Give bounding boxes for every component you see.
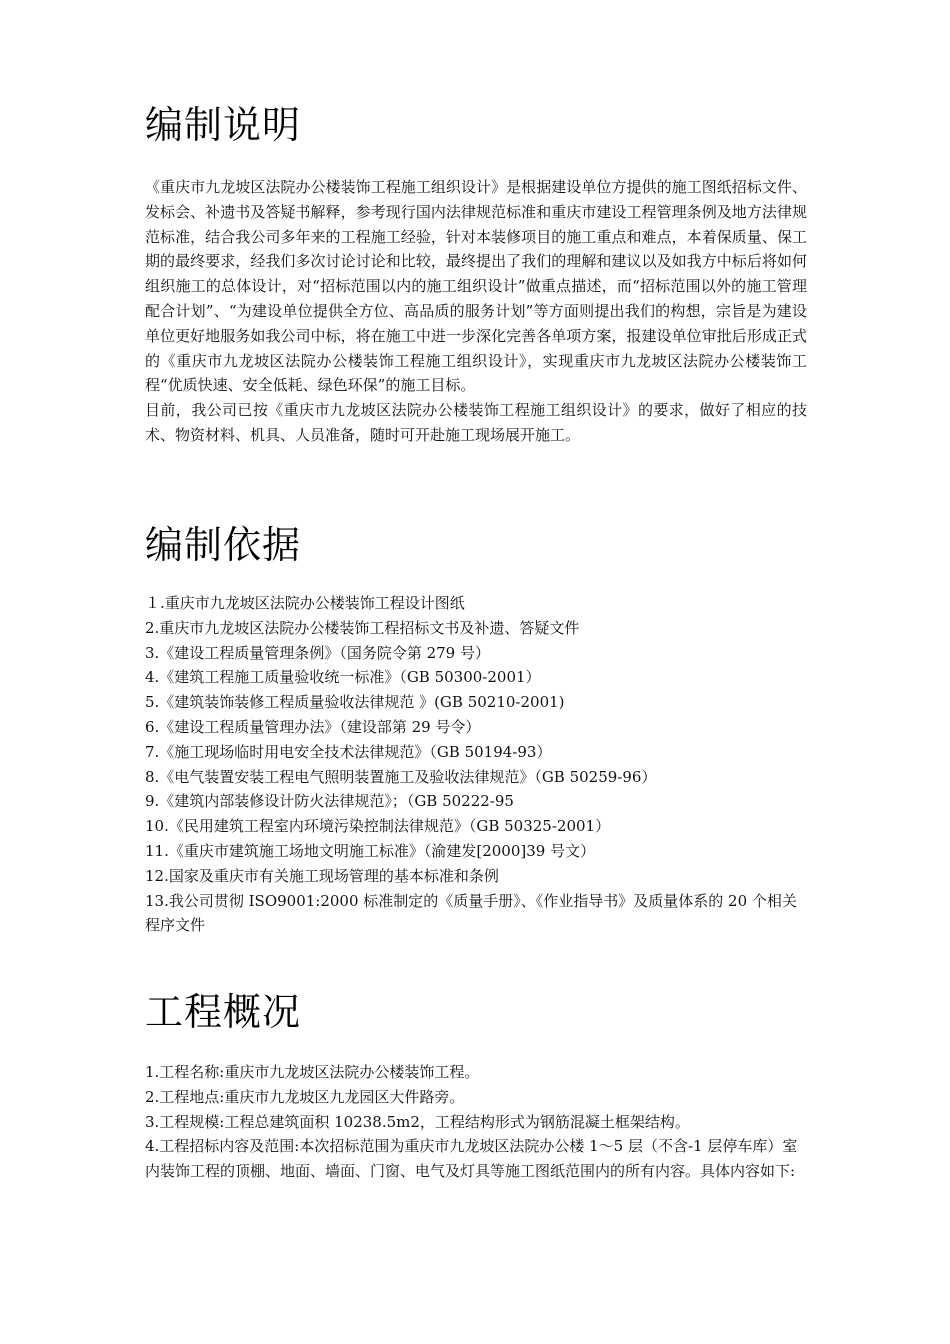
list-item: 5.《建筑装饰装修工程质量验收法律规范 》(GB 50210-2001)	[145, 693, 565, 712]
paragraph: 《重庆市九龙坡区法院办公楼装饰工程施工组织设计》是根据建设单位方提供的施工图纸招标文件、发标会、补遗书及答疑书解释，参考现行国内法律规范标准和重庆市建设工程管理条例及地方法律规范标准，结合我公司多年来的工程施工经验，针对本装修项目的施工重点和难点，本着保质量、保工期的最终要求，经我们多次讨论讨论和比较，最终提出了我们的理解和建议以及如我方中标后将如何组织施工的总体设计，对“招标范围以内的施工组织设计”做重点描述，而“招标范围以外的施工管理配合计划”、“为建设单位提供全方位、高品质的服务计划”等方面则提出我们的构想，宗旨是为建设单位更好地服务如我公司中标，将在施工中进一步深化完善各单项方案，报建设单位审批后形成正式的《重庆市九龙坡区法院办公楼装饰工程施工组织设计》，实现重庆市九龙坡区法院办公楼装饰工程“优质快速、安全低耗、绿色环保”的施工目标。	[145, 178, 807, 395]
list-item: 6.《建设工程质量管理办法》（建设部第 29 号令）	[145, 717, 481, 736]
list-item: 2.工程地点:重庆市九龙坡区九龙园区大件路旁。	[145, 1087, 465, 1106]
list-item: 3.工程规模:工程总建筑面积 10238.5m2，工程结构形式为钢筋混凝土框架结构。	[145, 1112, 690, 1131]
list-item: 3.《建设工程质量管理条例》（国务院令第 279 号）	[145, 643, 490, 662]
section-title-project-overview: 工程概况	[145, 990, 302, 1034]
list-item: 4.工程招标内容及范围:本次招标范围为重庆市九龙坡区法院办公楼 1～5 层（不含-1 层停车库）室内装饰工程的顶棚、地面、墙面、门窗、电气及灯具等施工图纸范围内的所有内容。具体内容如下:	[145, 1137, 798, 1181]
list-item: 10.《民用建筑工程室内环境污染控制法律规范》（GB 50325-2001）	[145, 817, 611, 836]
list-item: 13.我公司贯彻 ISO9001:2000 标准制定的《质量手册》、《作业指导书》及质量体系的 20 个相关程序文件	[145, 891, 797, 935]
overview-list	[145, 1060, 807, 1184]
basis-list	[145, 591, 807, 938]
list-item: 12.国家及重庆市有关施工现场管理的基本标准和条例	[145, 866, 499, 885]
list-item: 11.《重庆市建筑施工场地文明施工标准》（渝建发[2000]39 号文）	[145, 841, 596, 860]
section-title-compilation-notes: 编制说明	[145, 103, 302, 147]
list-item: 8.《电气装置安装工程电气照明装置施工及验收法律规范》（GB 50259-96）	[145, 767, 657, 786]
list-item: 9.《建筑内部装修设计防火法律规范》；（GB 50222-95	[145, 792, 514, 811]
list-item: 7.《施工现场临时用电安全技术法律规范》（GB 50194-93）	[145, 742, 552, 761]
list-item: 4.《建筑工程施工质量验收统一标准》（GB 50300-2001）	[145, 668, 541, 687]
list-item: １.重庆市九龙坡区法院办公楼装饰工程设计图纸	[145, 594, 465, 612]
paragraph: 目前，我公司已按《重庆市九龙坡区法院办公楼装饰工程施工组织设计》的要求，做好了相应的技术、物资材料、机具、人员准备，随时可开赴施工现场展开施工。	[145, 401, 807, 444]
section-body-compilation-notes	[145, 175, 807, 448]
section-title-compilation-basis: 编制依据	[145, 523, 302, 567]
list-item: 1.工程名称:重庆市九龙坡区法院办公楼装饰工程。	[145, 1063, 480, 1081]
list-item: 2.重庆市九龙坡区法院办公楼装饰工程招标文书及补遗、答疑文件	[145, 618, 580, 637]
